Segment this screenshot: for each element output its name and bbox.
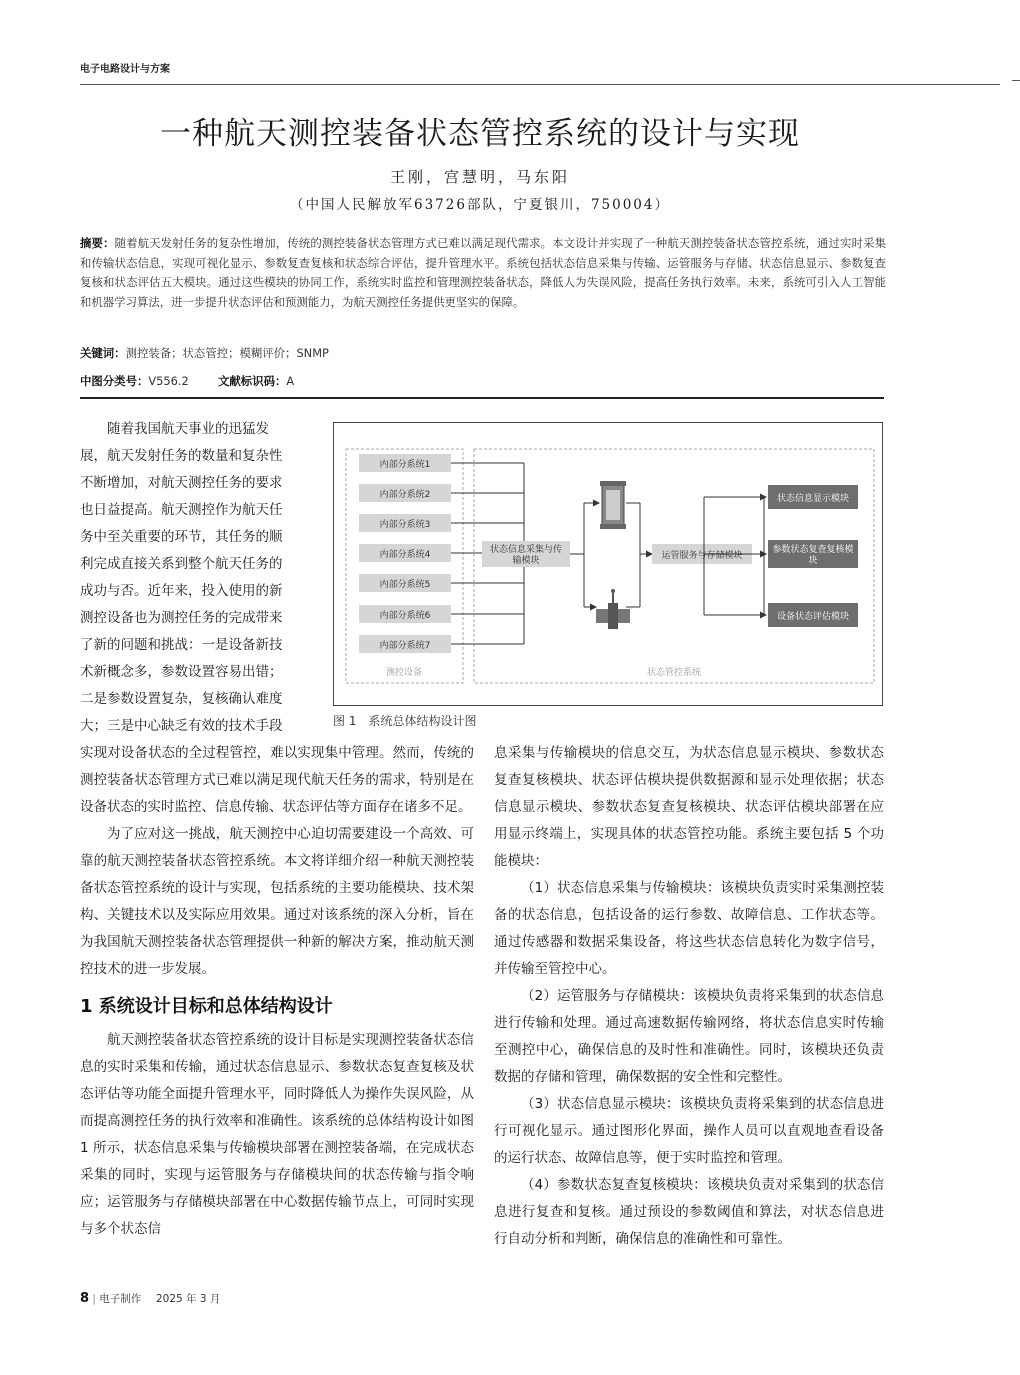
svg-text:运管服务与存储模块: 运管服务与存储模块 bbox=[661, 551, 743, 561]
abstract-label: 摘要： bbox=[80, 236, 115, 250]
param-review-module bbox=[768, 540, 858, 568]
doc-code-label: 文献标识码： bbox=[218, 374, 287, 388]
list-item: （4）参数状态复查复核模块：该模块负责对采集到的状态信息进行复查和复核。通过预设的参数阈值和算法，对状态信息进行自动分析和判断，确保信息的准确性和可靠性。 bbox=[494, 1177, 884, 1247]
article-title: 一种航天测控装备状态管控系统的设计与实现 bbox=[160, 116, 800, 152]
subsystem-2 bbox=[359, 484, 451, 502]
keywords-text: 测控装备；状态管控；模糊评价；SNMP bbox=[125, 346, 329, 360]
body-line: 测控设备也为测控任务的完成带来 bbox=[80, 610, 283, 626]
collect-transmit-module bbox=[482, 541, 570, 567]
list-item: （3）状态信息显示模块：该模块负责将采集到的状态信息进行可视化显示。通过图形化界面，操作人员可以直观地查看设备的运行状态、故障信息等，便于实时监控和管理。 bbox=[494, 1096, 884, 1166]
paragraph: 实现对设备状态的全过程管控，难以实现集中管理。然而，传统的测控装备状态管理方式已难以满足现代航天任务的需求，特别是在设备状态的实时监控、信息传输、状态评估等方面存在诸多不足。 bbox=[80, 745, 474, 815]
subsystem-5 bbox=[359, 574, 451, 592]
body-line: 展，航天发射任务的数量和复杂性 bbox=[80, 448, 283, 464]
body-line: 务中至关重要的环节，其任务的顺 bbox=[80, 529, 283, 545]
left-column-wrap bbox=[80, 416, 312, 740]
subsystem-1 bbox=[359, 454, 451, 472]
paragraph: 息采集与传输模块的信息交互，为状态信息显示模块、参数状态复查复核模块、状态评估模块提供数据源和显示处理依据；状态信息显示模块、参数状态复查复核模块、状态评估模块部署在应用显示终端上，实现具体的状态管控功能。系统主要包括 5 个功能模块： bbox=[494, 745, 884, 869]
page-footer: 8 | 电子制作 2025 年 3 月 bbox=[80, 1291, 221, 1306]
svg-text:状态信息显示模块: 状态信息显示模块 bbox=[776, 494, 850, 504]
svg-text:状态信息采集与传: 状态信息采集与传 bbox=[489, 545, 563, 555]
svg-text:内部分系统5: 内部分系统5 bbox=[379, 580, 431, 590]
journal-section-label: 电子电路设计与方案 bbox=[80, 64, 170, 75]
keywords bbox=[80, 345, 329, 361]
svg-text:内部分系统6: 内部分系统6 bbox=[379, 611, 431, 621]
body-line: 不断增加，对航天测控任务的要求 bbox=[80, 475, 283, 491]
svg-text:内部分系统4: 内部分系统4 bbox=[379, 550, 431, 560]
clc-label: 中图分类号： bbox=[80, 374, 149, 388]
equipment-eval-module bbox=[768, 603, 858, 627]
system-architecture-diagram bbox=[334, 423, 882, 705]
subsystem-6 bbox=[359, 605, 451, 623]
abstract bbox=[80, 234, 886, 312]
header-rule-tick bbox=[1012, 80, 1020, 81]
footer-journal: 电子制作 bbox=[99, 1293, 142, 1305]
paragraph: 为了应对这一挑战，航天测控中心迫切需要建设一个高效、可靠的航天测控装备状态管控系统。本文将详细介绍一种航天测控装备状态管控系统的设计与实现，包括系统的主要功能模块、技术架构、关键技术以及实际应用效果。通过对该系统的深入分析，旨在为我国航天测控装备状态管理提供一种新的解决方案，推动航天测控技术的进一步发展。 bbox=[80, 826, 474, 977]
article-authors: 王刚，宫慧明，马东阳 bbox=[389, 168, 570, 186]
figure-caption: 图 1 系统总体结构设计图 bbox=[333, 714, 477, 728]
header-rule bbox=[80, 84, 1000, 85]
svg-text:输模块: 输模块 bbox=[512, 556, 540, 566]
list-item: （2）运管服务与存储模块：该模块负责将采集到的状态信息进行传输和处理。通过高速数据传输网络，将状态信息实时传输至测控中心，确保信息的及时性和准确性。同时，该模块还负责数据的存储和管理，确保数据的安全性和完整性。 bbox=[494, 988, 884, 1085]
list-item: （1）状态信息采集与传输模块：该模块负责实时采集测控装备的状态信息，包括设备的运行参数、故障信息、工作状态等。通过传感器和数据采集设备，将这些状态信息转化为数字信号，并传输至管控中心。 bbox=[494, 880, 884, 977]
body-line: 成功与否。近年来，投入使用的新 bbox=[80, 583, 283, 599]
body-line: 也日益提高。航天测控作为航天任 bbox=[80, 502, 283, 518]
subsystem-3 bbox=[359, 514, 451, 532]
status-display-module bbox=[768, 485, 858, 509]
svg-text:内部分系统1: 内部分系统1 bbox=[379, 460, 431, 470]
article-affiliation: （中国人民解放军63726部队，宁夏银川，750004） bbox=[290, 197, 670, 213]
svg-text:内部分系统7: 内部分系统7 bbox=[379, 641, 431, 651]
body-line: 大；三是中心缺乏有效的技术手段 bbox=[80, 718, 283, 734]
server-icon bbox=[600, 481, 626, 529]
abstract-text: 随着航天发射任务的复杂性增加，传统的测控装备状态管理方式已难以满足现代需求。本文设计并实现了一种航天测控装备状态管控系统，通过实时采集和传输状态信息，实现可视化显示、参数复查复核和状态综合评估，提升管理水平。系统包括状态信息采集与传输、运管服务与存储、状态信息显示、参数复查复核和状态评估五大模块。通过这些模块的协同工作，系统实时监控和管理测控装备状态，降低人为失误风险，提高任务执行效率。未来，系统可引入人工智能和机器学习算法，进一步提升状态评估和预测能力，为航天测控任务提供更坚实的保障。 bbox=[80, 236, 886, 309]
control-system-group-label: 状态管控系统 bbox=[646, 668, 702, 678]
body-line: 术新概念多，参数设置容易出错； bbox=[80, 664, 283, 680]
paragraph: 航天测控装备状态管控系统的设计目标是实现测控装备状态信息的实时采集和传输，通过状态信息显示、参数状态复查复核及状态评估等功能全面提升管理水平，同时降低人为操作失误风险，从而提高测控任务的执行效率和准确性。该系统的总体结构设计如图 1 所示，状态信息采集与传输模块部署在测控装备端，在完成状态采集的同时，实现与运管服务与存储模块间的状态传输与指令响应；运管服务与存储模块部署在中心数据传输节点上，可同时实现与多个状态信 bbox=[80, 1032, 474, 1237]
section-divider bbox=[80, 397, 884, 399]
section-heading: 1 系统设计目标和总体结构设计 bbox=[80, 996, 333, 1017]
page-number: 8 bbox=[80, 1291, 90, 1306]
svg-text:参数状态复查复核模: 参数状态复查复核模 bbox=[772, 545, 854, 555]
figure-1 bbox=[333, 422, 883, 706]
router-icon bbox=[596, 589, 630, 629]
body-line: 二是参数设置复杂，复核确认难度 bbox=[80, 691, 283, 707]
subsystem-4 bbox=[359, 544, 451, 562]
body-line: 利完成直接关系到整个航天任务的 bbox=[80, 556, 283, 572]
output-connectors bbox=[752, 497, 766, 615]
keywords-label: 关键词： bbox=[80, 346, 126, 360]
subsystem-7 bbox=[359, 635, 451, 653]
clc-value: V556.2 bbox=[148, 374, 189, 388]
left-column bbox=[80, 740, 474, 1243]
body-line: 随着我国航天事业的迅猛发 bbox=[107, 421, 269, 437]
classification bbox=[80, 373, 294, 389]
svg-text:内部分系统2: 内部分系统2 bbox=[379, 490, 431, 500]
test-equipment-group-label: 测控设备 bbox=[385, 668, 423, 678]
right-column bbox=[494, 740, 884, 1253]
footer-issue: 2025 年 3 月 bbox=[155, 1293, 221, 1305]
doc-code-value: A bbox=[286, 374, 295, 388]
svg-text:块: 块 bbox=[808, 556, 818, 566]
body-line: 了新的问题和挑战：一是设备新技 bbox=[80, 637, 283, 653]
svg-text:设备状态评估模块: 设备状态评估模块 bbox=[776, 612, 850, 622]
svg-text:内部分系统3: 内部分系统3 bbox=[379, 520, 431, 530]
